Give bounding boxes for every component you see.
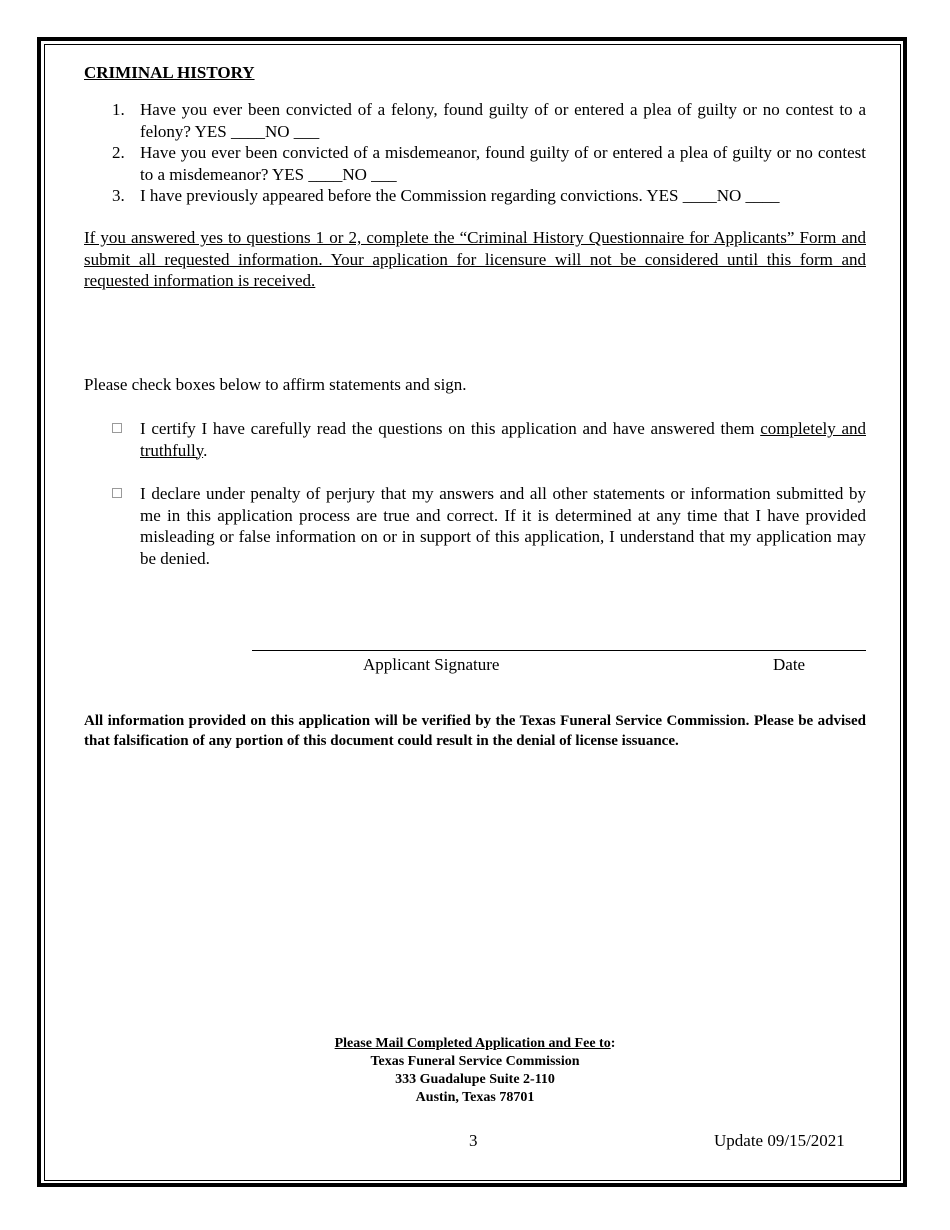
section-heading: CRIMINAL HISTORY bbox=[84, 63, 255, 82]
question-item bbox=[112, 185, 866, 207]
question-number: 2. bbox=[112, 143, 125, 162]
mailing-organization: Texas Funeral Service Commission bbox=[370, 1054, 580, 1069]
question-text: I have previously appeared before the Commission regarding convictions. YES ____NO ____ bbox=[140, 186, 780, 205]
certify-text: I certify I have carefully read the questions on this application and have answered them bbox=[140, 419, 761, 438]
question-text: Have you ever been convicted of a misdemeanor, found guilty of or entered a plea of guilty or no contest to a misdemeanor? YES ____NO ___ bbox=[140, 143, 866, 184]
page-number: 3 bbox=[469, 1131, 478, 1150]
mailing-street: 333 Guadalupe Suite 2-110 bbox=[395, 1072, 555, 1087]
mailing-heading-colon: : bbox=[610, 1036, 616, 1051]
applicant-signature-label: Applicant Signature bbox=[363, 655, 500, 674]
question-item bbox=[112, 99, 866, 142]
signature-line[interactable] bbox=[252, 650, 866, 651]
mailing-city: Austin, Texas 78701 bbox=[415, 1090, 535, 1105]
certify-emphasis: completely and truthfully bbox=[140, 419, 866, 460]
declare-checkbox[interactable] bbox=[112, 488, 122, 498]
mailing-heading-text: Please Mail Completed Application and Fee to bbox=[334, 1036, 611, 1051]
questionnaire-notice: If you answered yes to questions 1 or 2, complete the “Criminal History Questionnaire for Applicants” Form and submit all requested information. Your application for licensure will not be considered until this form and requested information is received. bbox=[84, 228, 866, 290]
certify-suffix: . bbox=[203, 440, 208, 460]
date-label: Date bbox=[773, 655, 806, 674]
question-text: Have you ever been convicted of a felony, found guilty of or entered a plea of guilty or no contest to a felony? YES ____NO ___ bbox=[140, 100, 866, 141]
mailing-heading bbox=[250, 1035, 700, 1053]
affirm-instruction: Please check boxes below to affirm statements and sign. bbox=[84, 375, 467, 394]
verification-notice: All information provided on this application will be verified by the Texas Funeral Service Commission. Please be advised that falsification of any portion of this document could result in the denial of license issuance. bbox=[84, 713, 866, 749]
certify-checkbox[interactable] bbox=[112, 423, 122, 433]
declare-statement bbox=[112, 483, 866, 569]
question-number: 3. bbox=[112, 186, 125, 205]
page-border-inner bbox=[44, 44, 901, 1181]
update-date: Update 09/15/2021 bbox=[714, 1131, 845, 1150]
declare-text: I declare under penalty of perjury that my answers and all other statements or information submitted by me in this application process are true and correct. If it is determined at any time that I have provided misleading or false information on or in support of this application, I understand that my application may be denied. bbox=[140, 484, 866, 568]
certify-statement bbox=[112, 418, 866, 461]
question-number: 1. bbox=[112, 100, 125, 119]
question-item bbox=[112, 142, 866, 185]
